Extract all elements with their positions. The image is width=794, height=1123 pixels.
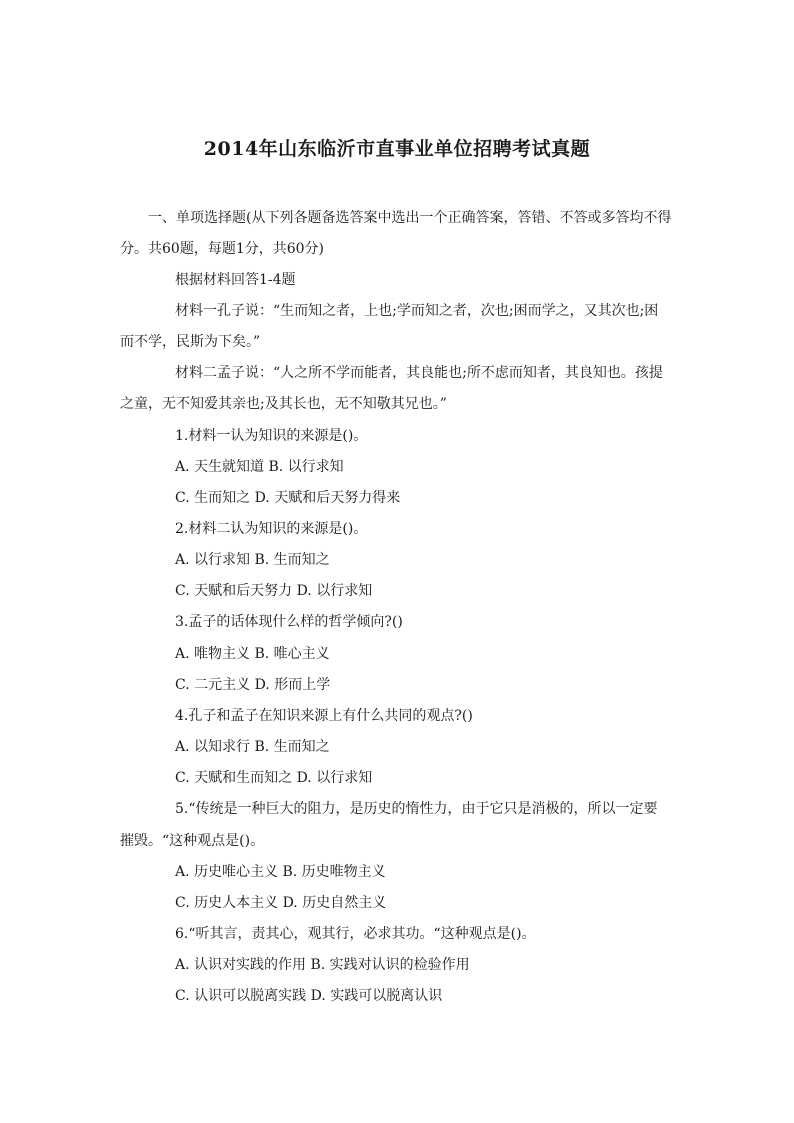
question-4-options-cd: C. 天赋和生而知之 D. 以行求知: [175, 770, 373, 786]
question-2-options-ab: A. 以行求知 B. 生而知之: [175, 552, 330, 568]
question-5-line-2: 摧毁。“这种观点是()。: [120, 833, 265, 849]
section-heading-line-1: 一、单项选择题(从下列各题备选答案中选出一个正确答案，答错、不答或多答均不得: [148, 210, 672, 226]
question-4: 4.孔子和孟子在知识来源上有什么共同的观点?(): [175, 708, 473, 724]
question-2-options-cd: C. 天赋和后天努力 D. 以行求知: [175, 583, 373, 599]
question-5-options-ab: A. 历史唯心主义 B. 历史唯物主义: [175, 864, 386, 880]
question-3: 3.孟子的话体现什么样的哲学倾向?(): [175, 614, 403, 630]
material-one-line-2: 而不学，民斯为下矣。”: [120, 334, 261, 350]
question-6: 6.“听其言，责其心，观其行，必求其功。“这种观点是()。: [175, 926, 536, 942]
question-4-options-ab: A. 以知求行 B. 生而知之: [175, 739, 330, 755]
question-5-line-1: 5.“传统是一种巨大的阻力，是历史的惰性力，由于它只是消极的，所以一定要: [175, 801, 658, 817]
question-3-options-ab: A. 唯物主义 B. 唯心主义: [175, 646, 330, 662]
question-1-options-cd: C. 生而知之 D. 天赋和后天努力得来: [175, 490, 401, 506]
document-title: 2014年山东临沂市直事业单位招聘考试真题: [203, 138, 591, 160]
section-heading-line-2: 分。共60题，每题1分，共60分): [120, 241, 324, 257]
question-5-options-cd: C. 历史人本主义 D. 历史自然主义: [175, 895, 387, 911]
question-1-options-ab: A. 天生就知道 B. 以行求知: [175, 459, 344, 475]
question-6-options-cd: C. 认识可以脱离实践 D. 实践可以脱离认识: [175, 988, 443, 1004]
question-2: 2.材料二认为知识的来源是()。: [175, 521, 368, 537]
material-instruction: 根据材料回答1-4题: [175, 272, 296, 288]
material-one-line-1: 材料一孔子说：“生而知之者，上也;学而知之者，次也;困而学之，又其次也;困: [175, 303, 659, 319]
question-1: 1.材料一认为知识的来源是()。: [175, 428, 368, 444]
material-two-line-2: 之童，无不知爱其亲也;及其长也，无不知敬其兄也。”: [120, 396, 447, 412]
question-6-options-ab: A. 认识对实践的作用 B. 实践对认识的检验作用: [175, 957, 470, 973]
question-3-options-cd: C. 二元主义 D. 形而上学: [175, 677, 331, 693]
material-two-line-1: 材料二孟子说：“人之所不学而能者，其良能也;所不虑而知者，其良知也。孩提: [175, 365, 663, 381]
